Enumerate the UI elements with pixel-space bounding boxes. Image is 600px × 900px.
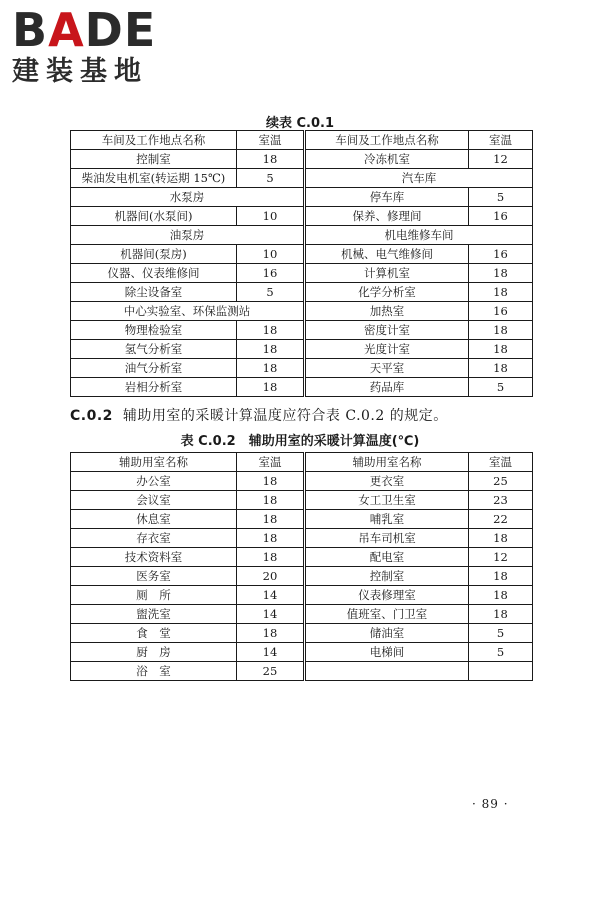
table-cell: 14 [237,586,305,605]
table-row [71,264,533,283]
table-cell: 吊车司机室 [305,529,469,548]
table-cell: 16 [237,264,305,283]
table-row [71,283,533,302]
table-cell: 控制室 [305,567,469,586]
table-cell: 油泵房 [71,226,305,245]
logo-wordmark: BADE [12,3,157,57]
table-row [71,548,533,567]
table-cell: 25 [469,472,533,491]
table-cell: 电梯间 [305,643,469,662]
table-cell: 25 [237,662,305,681]
table-cell: 除尘设备室 [71,283,237,302]
table-cell: 中心实验室、环保监测站 [71,302,305,321]
table-cell: 18 [237,529,305,548]
table-row [71,662,533,681]
table-cell: 12 [469,150,533,169]
table-cell: 化学分析室 [305,283,469,302]
table-cell: 仪表修理室 [305,586,469,605]
table1-caption: 续表 C.0.1 [265,116,335,131]
table-cell: 18 [237,472,305,491]
table-row [71,340,533,359]
table-cell: 12 [469,548,533,567]
table-cell: 女工卫生室 [305,491,469,510]
table-cell: 18 [469,605,533,624]
table-cell: 休息室 [71,510,237,529]
table-cell: 办公室 [71,472,237,491]
table-cell: 23 [469,491,533,510]
header-cell: 辅助用室名称 [71,453,237,472]
table-cell: 18 [237,321,305,340]
table-cell: 停车库 [305,188,469,207]
table-cell: 机器间(水泵间) [71,207,237,226]
table-row [71,586,533,605]
page-number: · 89 · [472,797,509,811]
table-cell: 加热室 [305,302,469,321]
table-cell: 10 [237,207,305,226]
table-row [71,567,533,586]
table-row [71,188,533,207]
table-cell: 18 [469,586,533,605]
table-cell: 14 [237,605,305,624]
table-cell: 哺乳室 [305,510,469,529]
table-row [71,624,533,643]
table-cell: 16 [469,207,533,226]
table-row [71,359,533,378]
table-row [71,510,533,529]
table-cell: 氢气分析室 [71,340,237,359]
table-cell: 技术资料室 [71,548,237,567]
table-c01-continued [70,130,533,397]
table-cell: 医务室 [71,567,237,586]
table-cell: 20 [237,567,305,586]
table-cell: 配电室 [305,548,469,567]
clause-c02 [70,405,448,425]
table-cell: 18 [469,567,533,586]
table2-caption: 表 C.0.2 辅助用室的采暖计算温度(℃) [180,434,420,449]
table-cell: 保养、修理间 [305,207,469,226]
table-row [71,226,533,245]
table-cell: 14 [237,643,305,662]
table-cell: 18 [469,264,533,283]
table-row [71,643,533,662]
table-row [71,529,533,548]
table-cell: 18 [237,340,305,359]
table-cell: 油气分析室 [71,359,237,378]
header-row [71,453,533,472]
table-cell: 18 [237,378,305,397]
table2-body [71,453,533,681]
table-cell: 机电维修车间 [305,226,533,245]
table1-body [71,131,533,397]
table-c02 [70,452,533,681]
table-cell: 盥洗室 [71,605,237,624]
table-row [71,169,533,188]
table-cell: 仪器、仪表维修间 [71,264,237,283]
table-cell: 18 [237,359,305,378]
table-row [71,302,533,321]
table-cell: 机器间(泵房) [71,245,237,264]
table-cell: 18 [237,548,305,567]
table-cell: 18 [469,340,533,359]
table-cell: 汽车库 [305,169,533,188]
table-row [71,491,533,510]
table-cell: 水泵房 [71,188,305,207]
table-cell: 光度计室 [305,340,469,359]
header-cell: 车间及工作地点名称 [71,131,237,150]
table-row [71,605,533,624]
table-cell: 18 [469,283,533,302]
table-cell: 5 [469,188,533,207]
table-cell: 5 [469,624,533,643]
header-cell: 室温 [469,131,533,150]
table-cell: 储油室 [305,624,469,643]
table-cell: 18 [237,624,305,643]
table-cell: 值班室、门卫室 [305,605,469,624]
table-cell: 密度计室 [305,321,469,340]
header-row [71,131,533,150]
table-cell: 药品库 [305,378,469,397]
table-cell: 22 [469,510,533,529]
table-cell: 5 [469,643,533,662]
table-cell: 16 [469,245,533,264]
table-cell: 10 [237,245,305,264]
table-cell: 18 [237,510,305,529]
table-cell: 18 [469,321,533,340]
table-cell: 天平室 [305,359,469,378]
table-cell: 18 [237,491,305,510]
table-cell: 厨 房 [71,643,237,662]
logo-subtitle: 建装基地 [12,56,148,87]
table-cell: 18 [237,150,305,169]
table-cell: 16 [469,302,533,321]
table-row [71,245,533,264]
table-cell: 冷冻机室 [305,150,469,169]
table-cell: 5 [469,378,533,397]
table-cell: 控制室 [71,150,237,169]
table-row [71,321,533,340]
table-cell: 物理检验室 [71,321,237,340]
table-row [71,378,533,397]
header-cell: 辅助用室名称 [305,453,469,472]
header-cell: 室温 [469,453,533,472]
table-cell [469,662,533,681]
table-cell: 厕 所 [71,586,237,605]
header-cell: 车间及工作地点名称 [305,131,469,150]
table-row [71,150,533,169]
table-cell: 会议室 [71,491,237,510]
table-cell: 存衣室 [71,529,237,548]
table-cell: 柴油发电机室(转运期 15℃) [71,169,237,188]
table-row [71,472,533,491]
table-cell: 浴 室 [71,662,237,681]
header-cell: 室温 [237,131,305,150]
table-cell: 5 [237,169,305,188]
header-cell: 室温 [237,453,305,472]
clause-text: 辅助用室的采暖计算温度应符合表 C.0.2 的规定。 [122,408,448,424]
table-cell: 机械、电气维修间 [305,245,469,264]
table-cell: 岩相分析室 [71,378,237,397]
table-cell: 18 [469,359,533,378]
table-cell: 18 [469,529,533,548]
table-cell: 食 堂 [71,624,237,643]
clause-number: C.0.2 [70,408,113,424]
table-cell: 更衣室 [305,472,469,491]
table-row [71,207,533,226]
bade-logo [12,3,182,88]
table-cell [305,662,469,681]
table-cell: 计算机室 [305,264,469,283]
table-cell: 5 [237,283,305,302]
